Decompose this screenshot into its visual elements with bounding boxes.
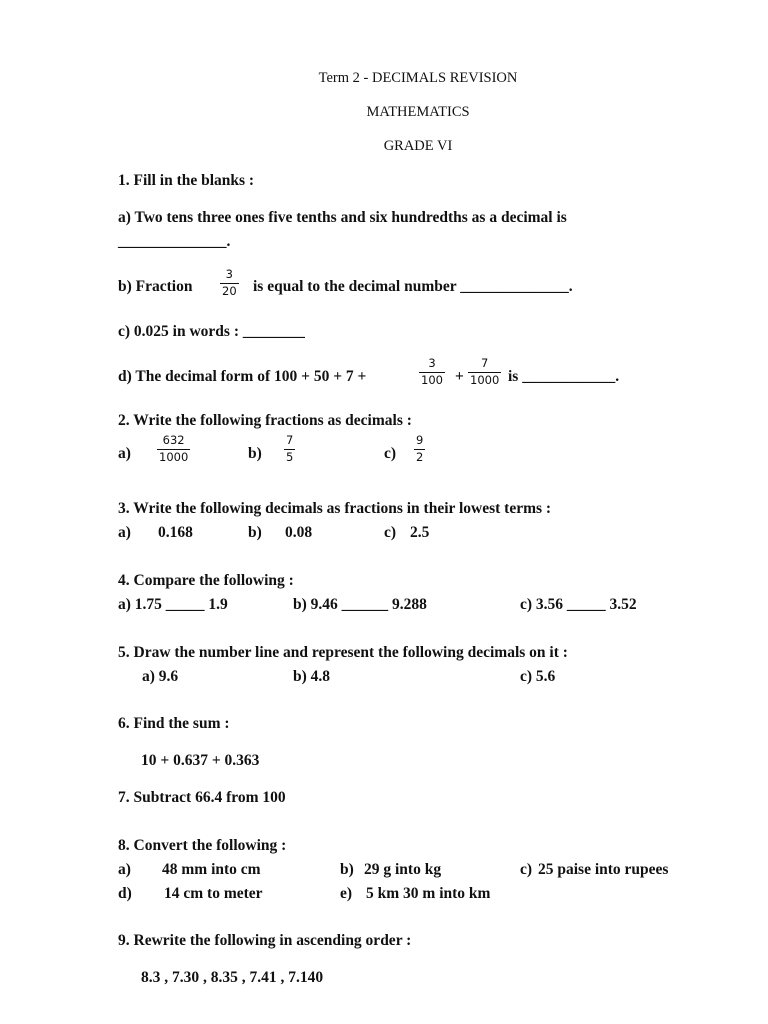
question-8a-text: 48 mm into cm (162, 861, 261, 878)
question-3c-value: 2.5 (410, 524, 430, 541)
question-5b: b) 4.8 (293, 668, 331, 685)
question-1a-blank: ______________. (118, 233, 231, 250)
question-1b-prefix: b) Fraction (118, 278, 193, 295)
fraction-denominator: 20 (222, 283, 237, 298)
fraction-numerator: 3 (428, 356, 436, 370)
question-3c-label: c) (384, 524, 397, 541)
fraction-denominator: 5 (286, 449, 294, 464)
question-4-heading: 4. Compare the following : (118, 572, 294, 589)
question-8b-text: 29 g into kg (364, 861, 442, 878)
question-8e-text: 5 km 30 m into km (366, 885, 491, 902)
question-9-heading: 9. Rewrite the following in ascending order : (118, 932, 412, 949)
fraction-denominator: 100 (421, 372, 443, 387)
fraction-denominator: 2 (416, 449, 424, 464)
question-3a-label: a) (118, 524, 131, 541)
question-2c-fraction (414, 435, 425, 463)
question-9-list: 8.3 , 7.30 , 8.35 , 7.41 , 7.140 (141, 969, 324, 986)
question-2b-label: b) (248, 445, 262, 462)
question-1b-fraction (220, 269, 239, 297)
question-8d-text: 14 cm to meter (164, 885, 263, 902)
question-2a-label: a) (118, 445, 131, 462)
question-8d-label: d) (118, 885, 132, 902)
question-5-heading: 5. Draw the number line and represent the following decimals on it : (118, 644, 568, 661)
fraction-numerator: 7 (286, 433, 294, 447)
question-4c: c) 3.56 _____ 3.52 (520, 596, 637, 613)
question-2c-label: c) (384, 445, 397, 462)
question-4a: a) 1.75 _____ 1.9 (118, 596, 228, 613)
question-8c-label: c) (520, 861, 533, 878)
plus-sign: + (455, 368, 464, 385)
question-3a-value: 0.168 (158, 524, 193, 541)
question-2-heading: 2. Write the following fractions as decimals : (118, 412, 412, 429)
question-1d-prefix: d) The decimal form of 100 + 50 + 7 + (118, 368, 367, 385)
question-4b: b) 9.46 ______ 9.288 (293, 596, 427, 613)
question-6-heading: 6. Find the sum : (118, 715, 230, 732)
question-8e-label: e) (340, 885, 353, 902)
fraction-numerator: 3 (225, 267, 233, 281)
question-8c-text: 25 paise into rupees (538, 861, 669, 878)
question-8a-label: a) (118, 861, 131, 878)
fraction-numerator: 7 (480, 356, 489, 370)
question-6-expression: 10 + 0.637 + 0.363 (141, 752, 260, 769)
question-1c-text: c) 0.025 in words : ________ (118, 323, 305, 340)
question-3b-value: 0.08 (285, 524, 313, 541)
question-8b-label: b) (340, 861, 354, 878)
grade-heading: GRADE VI (383, 138, 453, 154)
subject-heading: MATHEMATICS (366, 104, 470, 120)
question-2b-fraction (284, 435, 295, 463)
question-1b-suffix: is equal to the decimal number ______________. (253, 278, 573, 295)
fraction-denominator: 1000 (159, 449, 189, 464)
question-3b-label: b) (248, 524, 262, 541)
question-7-heading: 7. Subtract 66.4 from 100 (118, 789, 286, 806)
fraction-denominator: 1000 (470, 372, 500, 387)
question-1d-fraction-2 (468, 358, 501, 386)
question-8-heading: 8. Convert the following : (118, 837, 287, 854)
fraction-numerator: 632 (162, 433, 185, 447)
question-2a-fraction (157, 435, 190, 463)
question-5a: a) 9.6 (142, 668, 179, 685)
question-5c: c) 5.6 (520, 668, 556, 685)
question-1d-fraction-1 (419, 358, 445, 386)
fraction-numerator: 9 (416, 433, 424, 447)
worksheet-title: Term 2 - DECIMALS REVISION (318, 70, 518, 86)
question-1d-suffix: is ____________. (508, 368, 620, 385)
question-3-heading: 3. Write the following decimals as fractions in their lowest terms : (118, 500, 552, 517)
question-1-heading: 1. Fill in the blanks : (118, 172, 255, 189)
question-1a-text: a) Two tens three ones five tenths and six hundredths as a decimal is (118, 209, 567, 226)
